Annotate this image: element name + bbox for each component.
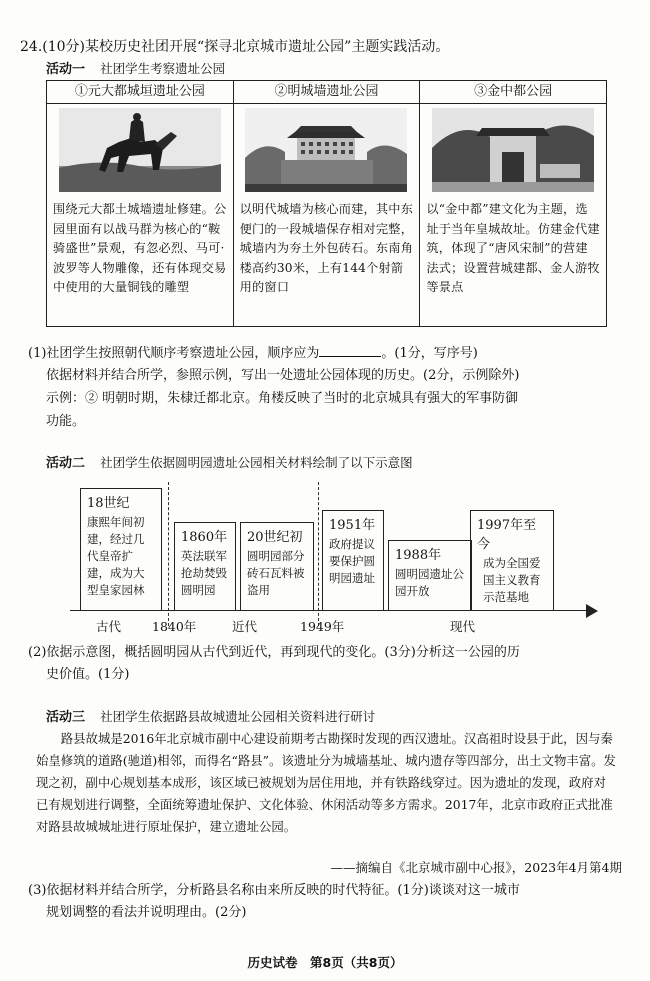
activity3-desc: 社团学生依据路县故城遗址公园相关资料进行研讨 [100,709,376,724]
event-year-1: 18世纪 [87,496,130,511]
q1-line4: 功能。 [46,414,86,429]
question-number: 24. [20,39,43,55]
activity2-label: 活动二 [46,456,86,471]
gate-monument-image [432,108,594,192]
divider-1949 [318,482,319,626]
park-title-1: ①元大都城垣遗址公园 [47,81,233,104]
activity3-heading [46,706,375,725]
event-year-6: 1997年至今 [477,518,537,552]
q1-line3: 示例：② 明朝时期，朱棣迁都北京。角楼反映了当时的北京城具有强大的军事防御 [46,391,519,406]
event-year-5: 1988年 [395,548,442,563]
event-text-2: 英法联军抢劫焚毁圆明园 [181,549,227,597]
axis-label-contemporary: 现代 [450,619,476,634]
question-header [20,36,449,56]
axis-label-1840: 1840年 [152,619,197,634]
divider-1840 [168,482,169,626]
activity1-label: 活动一 [46,62,86,77]
park-cell-3 [420,81,607,327]
activity1-desc: 社团学生考察遗址公园 [100,61,226,76]
park-text-3: 以“金中都”建文化为主题，选址于当年皇城故址。仿建金代建筑，体现了“唐风宋制”的营建法式；设置营城建都、金人游牧等景点 [426,202,600,294]
q3-line2: 规划调整的看法并说明理由。(2分) [46,905,247,920]
timeline-axis [70,610,590,611]
event-text-4: 政府提议要保护圆明园遗址 [329,537,375,585]
activity2-heading [46,452,413,471]
q3-line1: (3)依据材料并结合所学，分析路县名称由来所反映的时代特征。(1分)谈谈对这一城市 [28,883,520,898]
event-text-1: 康熙年间初建，经过几代皇帝扩建，成为大型皇家园林 [87,515,145,597]
event-text-3: 圆明园部分砖石瓦料被盗用 [247,549,305,597]
event-text-5: 圆明园遗址公园开放 [395,567,464,598]
park-cell-1 [47,81,234,327]
answer-blank[interactable] [319,342,381,357]
axis-label-modern: 近代 [232,619,258,634]
city-gate-tower-image [245,108,407,192]
timeline-event-1 [80,488,162,611]
axis-label-1949: 1949年 [300,619,345,634]
park-text-2: 以明代城墙为核心而建，其中东便门的一段城墙保存相对完整，城墙内为夯土外包砖石。东南角楼高约30米，上有144个射箭用的窗口 [239,202,414,294]
axis-label-ancient: 古代 [96,619,122,634]
park-title-2: ②明城墙遗址公园 [234,81,420,104]
page-footer: 历史试卷 第8页（共8页） [247,955,403,970]
timeline-event-4 [322,510,384,611]
q2-line1: (2)依据示意图，概括圆明园从古代到近代，再到现代的变化。(3分)分析这一公园的历 [28,645,520,660]
question-text: (10分)某校历史社团开展“探寻北京城市遗址公园”主题实践活动。 [42,39,450,55]
equestrian-statue-photo [59,108,221,192]
event-year-4: 1951年 [329,518,376,533]
timeline-event-3 [240,522,314,611]
city-gate-tower-photo [245,108,407,192]
activity2-desc: 社团学生依据圆明园遗址公园相关材料绘制了以下示意图 [100,455,413,470]
equestrian-statue-image [59,108,221,192]
timeline-event-2 [174,522,236,611]
park-text-1: 围绕元大都土城墙遗址修建。公园里面有以战马群为核心的“鞍骑盛世”景观，有忽必烈、马可·波罗等人物雕像，还有体现交易中使用的大量铜钱的雕塑 [53,202,227,294]
event-year-2: 1860年 [181,530,228,545]
q1-text-b: 。(1分，写序号) [381,346,478,361]
timeline-event-6 [470,510,554,611]
park-title-3: ③金中都公园 [420,81,606,104]
park-cell-2 [233,81,420,327]
q1-line1 [28,342,478,365]
event-year-3: 20世纪初 [247,530,303,545]
activity3-passage: 路县故城是2016年北京城市副中心建设前期考古勘探时发现的西汉遗址。汉高祖时设县于此，因与秦始皇修筑的道路(驰道)相邻，而得名“路县”。该遗址分为城墙基址、城内遗存等四部分，出土文物丰富。发现之初，副中心规划基本成形，该区域已被规划为居住用地，并有铁路线穿过。因为遗址的发现，政府对已有规划进行调整，全面统筹遗址保护、文化体验、休闲活动等多方需求。2017年，北京市政府正式批准对路县故城城址进行原址保护，建立遗址公园。 [36,731,616,834]
activity3-label: 活动三 [46,710,86,725]
event-text-6: 成为全国爱国主义教育示范基地 [483,556,541,604]
gate-monument-photo [432,108,594,192]
axis-arrow-icon [586,604,598,618]
q2-line2: 史价值。(1分) [46,667,130,682]
q1-line2: 依据材料并结合所学，参照示例，写出一处遗址公园体现的历史。(2分，示例除外) [46,368,520,383]
q1-text-a: (1)社团学生按照朝代顺序考察遗址公园，顺序应为 [28,346,320,361]
passage-source: ——摘编自《北京城市副中心报》，2023年4月第4期 [330,860,622,875]
activity1-heading [46,58,225,77]
parks-table [46,80,607,327]
timeline-event-5 [388,540,472,611]
